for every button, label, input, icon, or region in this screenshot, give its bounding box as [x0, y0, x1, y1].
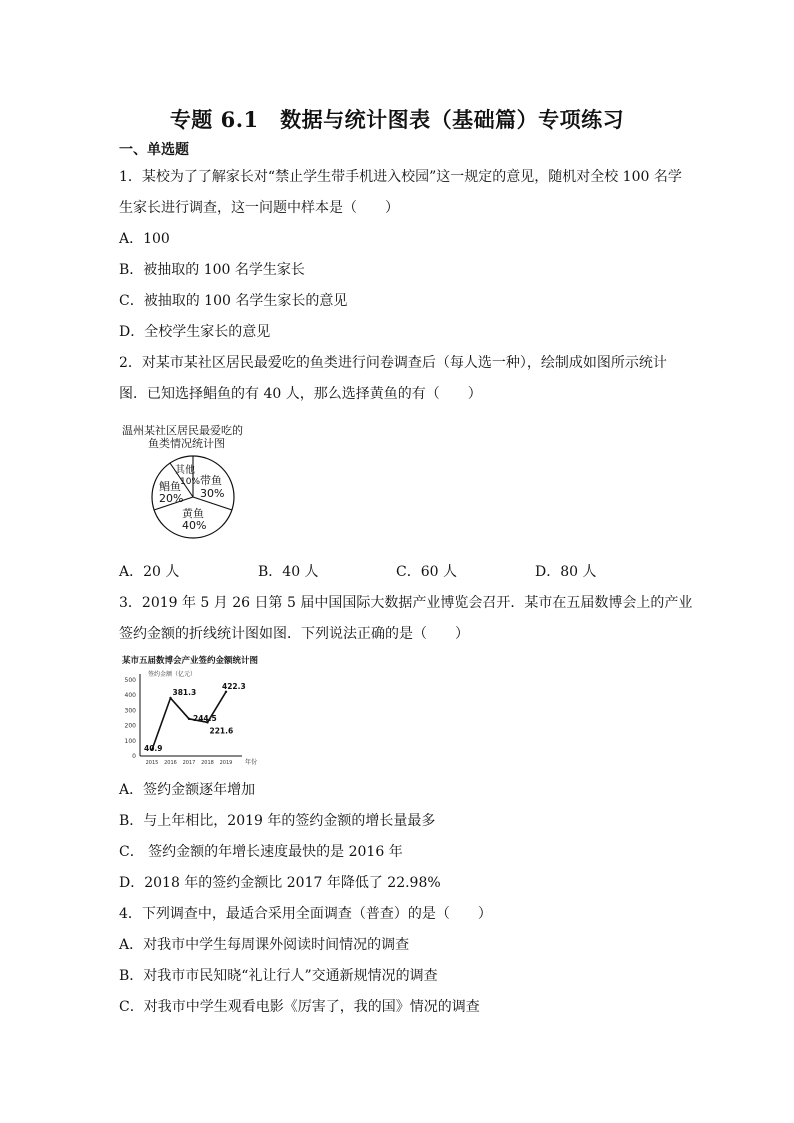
pie-title-line2: 鱼类情况统计图	[148, 437, 225, 450]
data-label: 244.5	[193, 713, 217, 723]
q2-option-d: D．80 人	[535, 564, 597, 580]
y-tick-label: 200	[124, 722, 136, 730]
q4-option-a: A．对我市中学生每周课外阅读时间情况的调查	[119, 937, 410, 953]
y-tick-label: 100	[124, 737, 136, 745]
data-point	[188, 718, 190, 720]
x-tick-label: 2017	[182, 760, 196, 766]
q3-option-b: B．与上年相比，2019 年的签约金额的增长量最多	[119, 813, 436, 829]
q4-stem: 4．下列调查中，最适合采用全面调查（普查）的是（ ）	[119, 906, 492, 922]
page-title: 专题 6.1 数据与统计图表（基础篇）专项练习	[169, 107, 625, 132]
line-chart-xlabel: 年份	[245, 759, 258, 766]
q3-option-a: A．签约金额逐年增加	[119, 782, 256, 798]
q1-stem-line2: 生家长进行调查，这一问题中样本是（ ）	[119, 200, 399, 216]
pie-label-huang-pct: 40%	[182, 519, 207, 532]
q2-option-a: A．20 人	[119, 564, 180, 580]
q2-stem-line1: 2．对某市某社区居民最爱吃的鱼类进行问卷调查后（每人选一种），绘制成如图所示统计	[119, 355, 667, 371]
q1-option-a: A．100	[119, 231, 170, 247]
q2-stem-line2: 图．已知选择鲳鱼的有 40 人，那么选择黄鱼的有（ ）	[119, 386, 482, 402]
data-label: 422.3	[222, 681, 246, 691]
data-point	[225, 691, 227, 693]
x-tick-label: 2016	[164, 760, 177, 766]
q2-option-b: B．40 人	[258, 564, 319, 580]
y-tick-label: 400	[124, 692, 136, 700]
contract-line-chart	[118, 652, 278, 770]
q3-stem-line2: 签约金额的折线统计图如图．下列说法正确的是（ ）	[119, 626, 469, 642]
q4-option-b: B．对我市市民知晓“礼让行人”交通新规情况的调查	[119, 968, 438, 984]
pie-label-other-pct: 10%	[180, 477, 201, 487]
pie-title-line1: 温州某社区居民最爱吃的	[122, 424, 243, 437]
data-label: 381.3	[172, 688, 197, 698]
data-label: 221.6	[209, 726, 234, 736]
q3-option-d: D．2018 年的签约金额比 2017 年降低了 22.98%	[119, 875, 441, 891]
q1-option-c: C．被抽取的 100 名学生家长的意见	[119, 293, 348, 309]
y-tick-label: 0	[132, 753, 136, 760]
pie-label-dai-pct: 30%	[200, 487, 225, 500]
pie-label-chang-name: 鲳鱼	[159, 480, 181, 493]
data-label: 40.9	[144, 743, 163, 753]
q1-option-b: B．被抽取的 100 名学生家长	[119, 262, 305, 278]
q3-option-c: C． 签约金额的年增长速度最快的是 2016 年	[119, 844, 403, 860]
q1-stem-line1: 1．某校为了了解家长对“禁止学生带手机进入校园”这一规定的意见，随机对全校 100 名学	[119, 169, 682, 185]
pie-label-dai-name: 带鱼	[200, 474, 222, 487]
fish-pie-chart	[118, 420, 268, 545]
line-chart-ylabel: 签约金额（亿元）	[148, 671, 197, 678]
pie-label-huang-name: 黄鱼	[182, 507, 204, 520]
y-tick-label: 500	[124, 677, 136, 684]
q4-option-c: C．对我市中学生观看电影《厉害了，我的国》情况的调查	[119, 999, 480, 1015]
q3-stem-line1: 3．2019 年 5 月 26 日第 5 届中国国际大数据产业博览会召开．某市在五届数博会上的产业	[119, 595, 693, 611]
x-tick-label: 2015	[145, 760, 159, 766]
y-tick-label: 300	[124, 707, 136, 715]
pie-label-chang-pct: 20%	[159, 492, 184, 505]
pie-label-other-name: 其他	[175, 465, 195, 476]
q1-option-d: D．全校学生家长的意见	[119, 324, 271, 340]
data-point	[169, 697, 171, 699]
q2-option-c: C．60 人	[396, 564, 457, 580]
x-tick-label: 2019	[219, 760, 233, 766]
section-heading: 一、单选题	[119, 142, 189, 158]
line-chart-title: 某市五届数博会产业签约金额统计图	[122, 656, 259, 666]
x-tick-label: 2018	[201, 760, 214, 766]
